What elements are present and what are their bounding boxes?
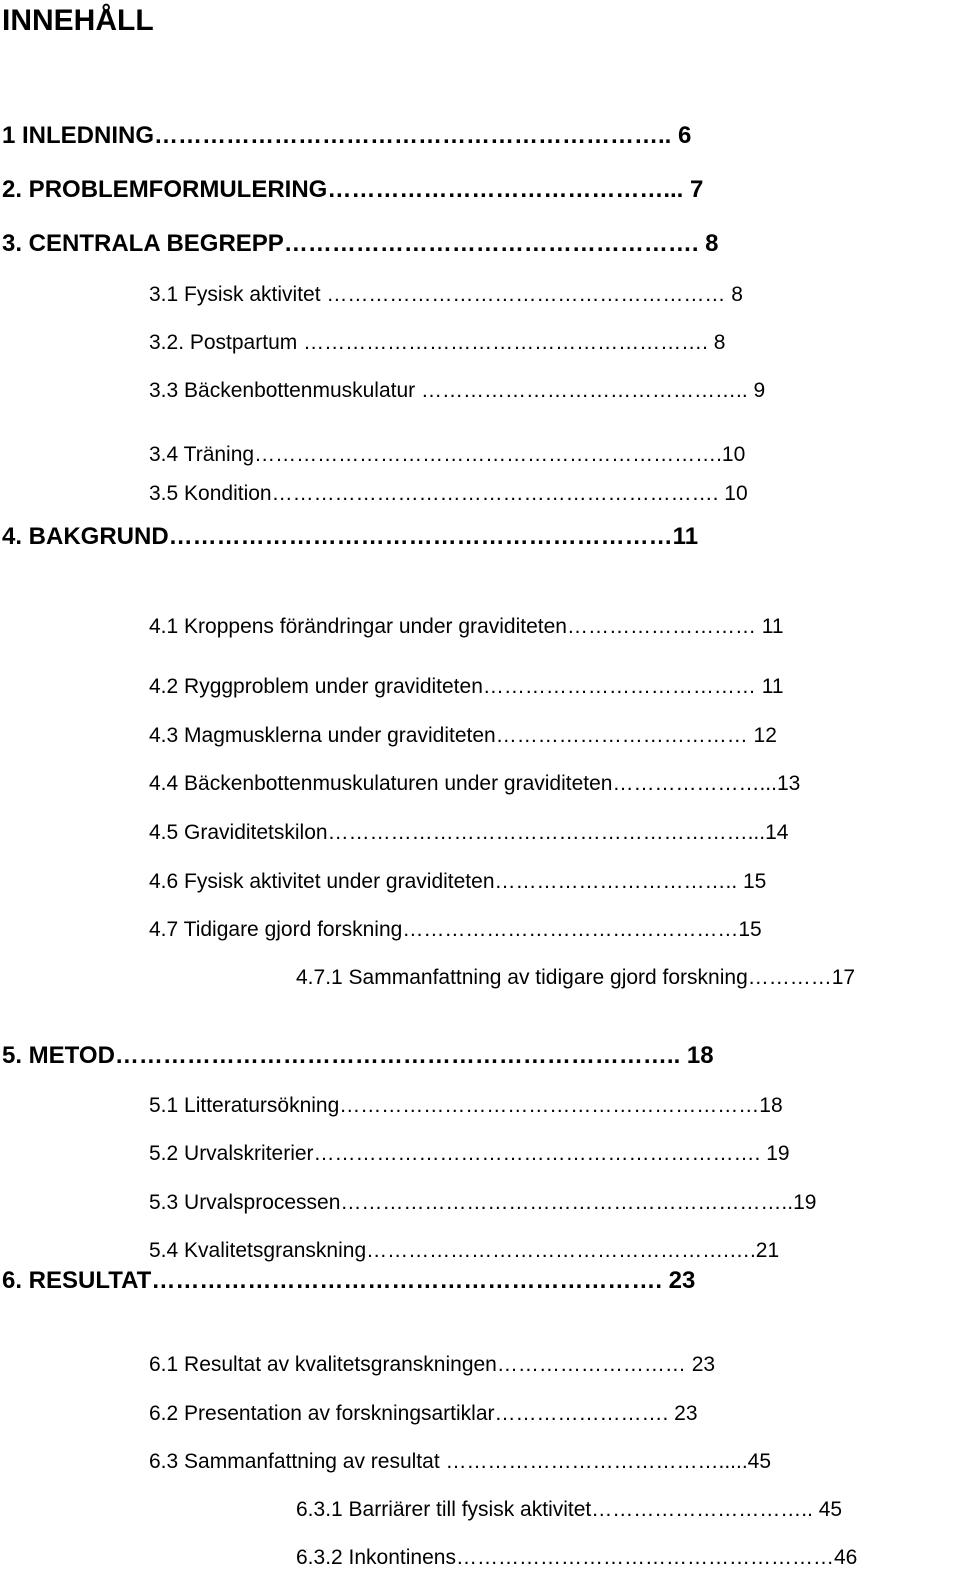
toc-entry-section: 3.3 Bäckenbottenmuskulatur ……………………………………….. 9: [149, 379, 766, 402]
toc-entry-chapter: 1 INLEDNING……………………………………………………….. 6: [2, 122, 692, 149]
toc-entry-section: 4.5 Graviditetskilon……………………………………………………...14: [149, 821, 789, 844]
toc-entry-chapter: 3. CENTRALA BEGREPP……………………………………………. 8: [2, 230, 719, 257]
toc-entry-section: 5.4 Kvalitetsgranskning…………………………………………….….21: [149, 1239, 780, 1262]
toc-entry-section: 4.2 Ryggproblem under graviditeten………………………………… 11: [149, 675, 784, 698]
toc-entry-section: 4.3 Magmusklerna under graviditeten……………………………… 12: [149, 724, 777, 747]
toc-entry-section: 3.4 Träning………………………………………………………….10: [149, 443, 746, 466]
toc-entry-section: 3.1 Fysisk aktivitet ………………………………………………… 8: [149, 283, 743, 306]
toc-entry-chapter: 6. RESULTAT………………………………………………………. 23: [2, 1267, 696, 1294]
toc-entry-section: 6.1 Resultat av kvalitetsgranskningen……………………… 23: [149, 1353, 716, 1376]
toc-entry-section: 3.2. Postpartum …………………………………………………. 8: [149, 331, 726, 354]
toc-entry-subsection: 6.3.2 Inkontinens………………………………………………46: [296, 1546, 858, 1569]
toc-entry-section: 4.7 Tidigare gjord forskning…………………………………………15: [149, 918, 762, 941]
toc-entry-chapter: 5. METOD…………………………………………………………….. 18: [2, 1042, 714, 1069]
toc-entry-subsection: 4.7.1 Sammanfattning av tidigare gjord forskning…………17: [296, 966, 856, 989]
toc-entry-section: 3.5 Kondition………………………………………………………. 10: [149, 482, 748, 505]
toc-entry-chapter: 4. BAKGRUND………………………………………………………11: [2, 523, 699, 550]
toc-entry-section: 6.2 Presentation av forskningsartiklar……………………. 23: [149, 1402, 698, 1425]
toc-entry-section: 4.4 Bäckenbottenmuskulaturen under graviditeten…………………...13: [149, 772, 801, 795]
toc-entry-subsection: 6.3.1 Barriärer till fysisk aktivitet………………………….. 45: [296, 1498, 843, 1521]
toc-entry-section: 5.1 Litteratursökning……………………………………………………18: [149, 1094, 783, 1117]
toc-entry-section: 5.2 Urvalskriterier………………………………………………………. 19: [149, 1142, 790, 1165]
toc-heading: INNEHÅLL: [2, 4, 154, 37]
toc-entry-section: 4.6 Fysisk aktivitet under graviditeten…………………………….. 15: [149, 870, 767, 893]
toc-entry-section: 4.1 Kroppens förändringar under graviditeten……………………… 11: [149, 615, 784, 638]
toc-entry-section: 5.3 Urvalsprocessen………………………………………………………..19: [149, 1191, 817, 1214]
toc-entry-section: 6.3 Sammanfattning av resultat ………………………………….....45: [149, 1450, 772, 1473]
toc-entry-chapter: 2. PROBLEMFORMULERING……………………………………... 7: [2, 176, 704, 203]
